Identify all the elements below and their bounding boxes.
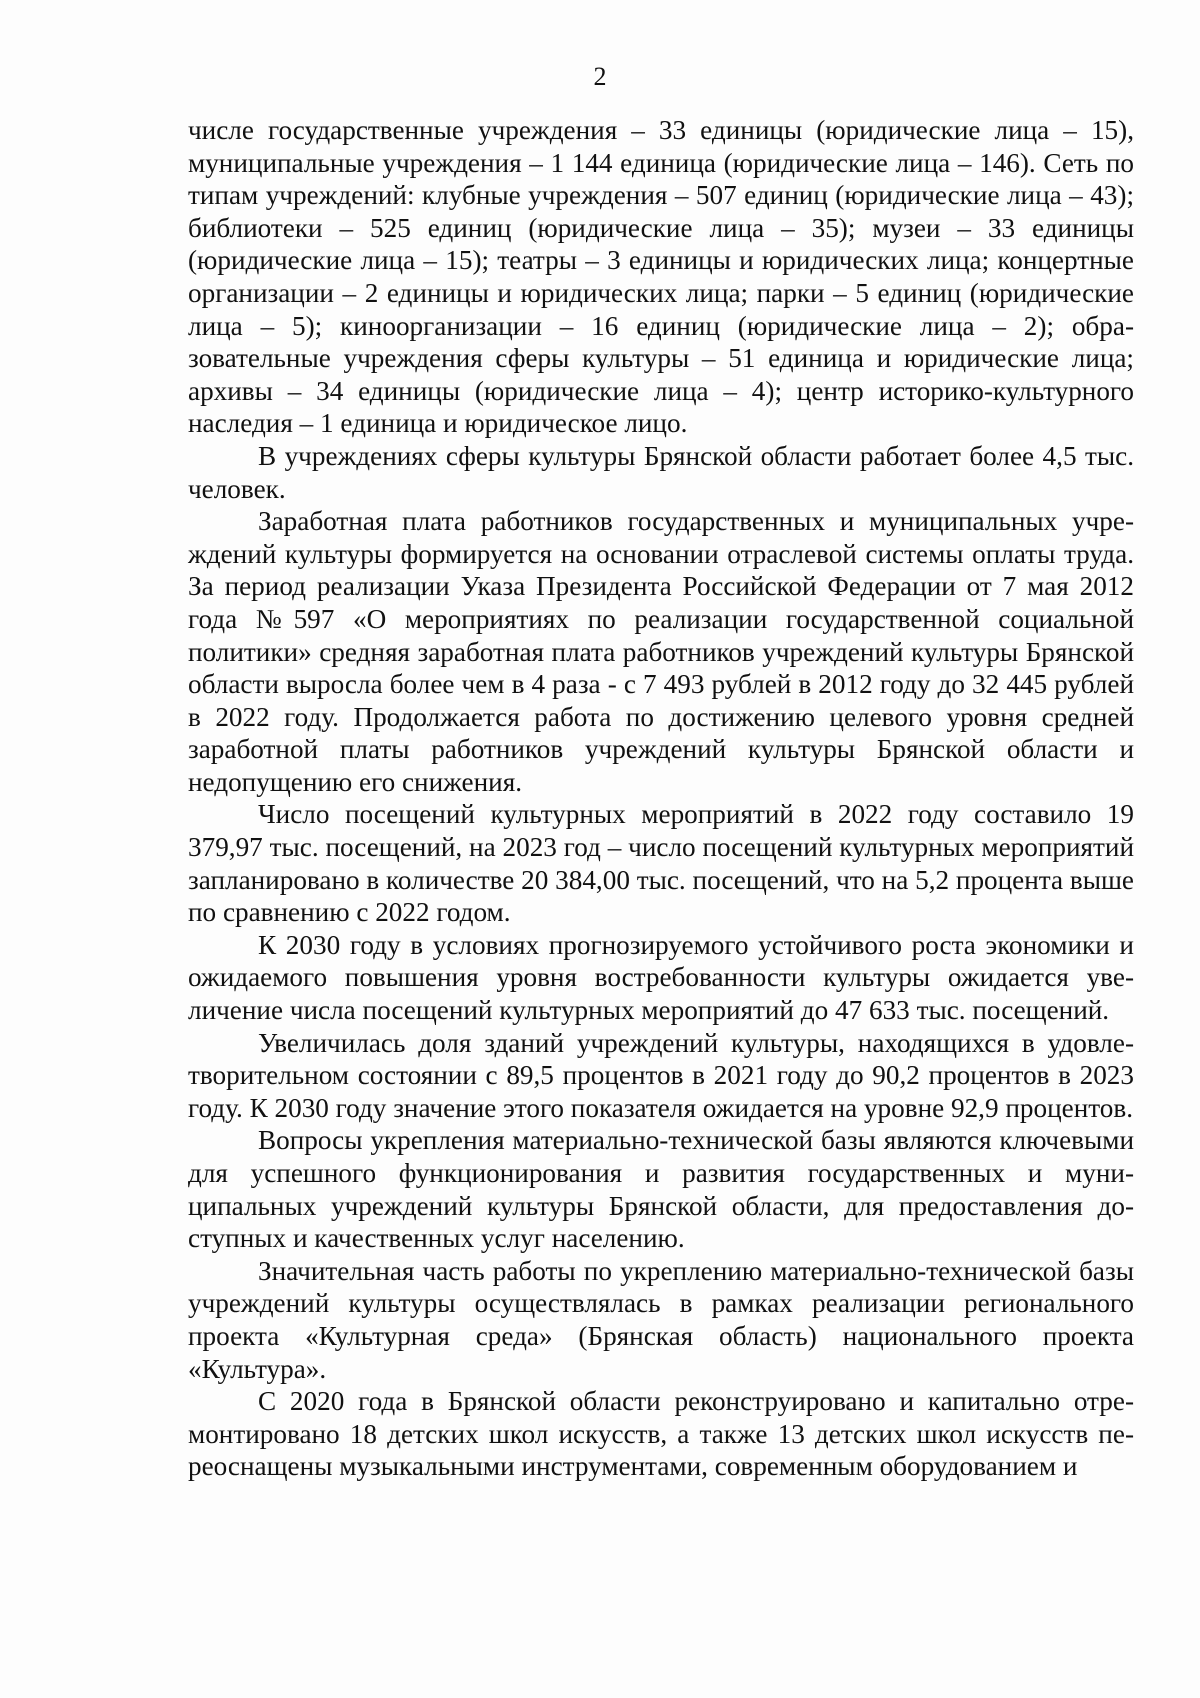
- paragraph-employees: В учреждениях сферы культуры Брянской области работает более 4,5 тыс. человек.: [188, 440, 1134, 504]
- paragraph-cultural-environment: Значительная часть работы по укреплению материально-технической базы учреждений культуры осуществлялась в рамках реализации регионального проекта «Культурная среда» (Брянская область) национального проекта «Культура».: [188, 1255, 1134, 1384]
- paragraph-material-base: Вопросы укрепления материально-технической базы являются ключевыми для успешного функционирования и развития государственных и муниципальных учреждений культуры Брянской области, для предоставления доступных и качественных услуг населению.: [188, 1125, 1134, 1254]
- paragraph-buildings-condition: Увеличилась доля зданий учреждений культуры, находящихся в удовлетворительном состоянии с 89,5 процентов в 2021 году до 90,2 процентов в 2023 году. К 2030 году значение этого показателя ожидается на уровне 92,9 процентов.: [188, 1027, 1134, 1123]
- paragraph-art-schools: С 2020 года в Брянской области реконструировано и капитально отремонтировано 18 детских школ искусств, а также 13 детских школ искусств переоснащены музыкальными инструментами, современным оборудованием и: [188, 1386, 1134, 1482]
- page-number: 2: [593, 62, 607, 91]
- paragraph-salary: Заработная плата работников государственных и муниципальных учреждений культуры формируется на основании отраслевой системы оплаты труда. За период реализации Указа Президента Российской Федерации от 7 мая 2012 года №597 «О мероприятиях по реализации государственной социальной политики» средняя заработная плата работников учреждений культуры Брянской области выросла более чем в 4 раза - с 7 493 рублей в 2012 году до 32 445 рублей в 2022 году. Продолжается работа по достижению целевого уровня средней заработной платы работников учреждений культуры Брянской области и недопущению его снижения.: [188, 506, 1134, 797]
- paragraph-forecast-2030: К 2030 году в условиях прогнозируемого устойчивого роста экономики и ожидаемого повышения уровня востребованности культуры ожидается увеличение числа посещений культурных мероприятий до 47 633 тыс. посещений.: [188, 929, 1134, 1026]
- paragraph-institutions-network: числе государственные учреждения – 33 единицы (юридические лица – 15), муниципальные учреждения – 1 144 единица (юридические лица – 146). Сеть по типам учреждений: клубные учреждения – 507 единиц (юридические лица – 43); библиотеки – 525 единиц (юридические лица – 35); музеи – 33 единицы (юридические лица – 15); театры – 3 единицы и юридических лица; концертные организации – 2 единицы и юридических лица; парки – 5 единиц (юридические лица – 5); киноорганизации – 16 единиц (юридические лица – 2); образовательные учреждения сферы культуры – 51 единица и юридические лица; архивы – 34 единицы (юридические лица – 4); центр историко-культурного наследия – 1 единица и юридическое лицо.: [188, 115, 1134, 439]
- document-body: [188, 114, 1134, 1483]
- paragraph-visits: Число посещений культурных мероприятий в 2022 году составило 19 379,97 тыс. посещений, на 2023 год – число посещений культурных мероприятий запланировано в количестве 20 384,00 тыс. посещений, что на 5,2 процента выше по сравнению с 2022 годом.: [188, 799, 1134, 928]
